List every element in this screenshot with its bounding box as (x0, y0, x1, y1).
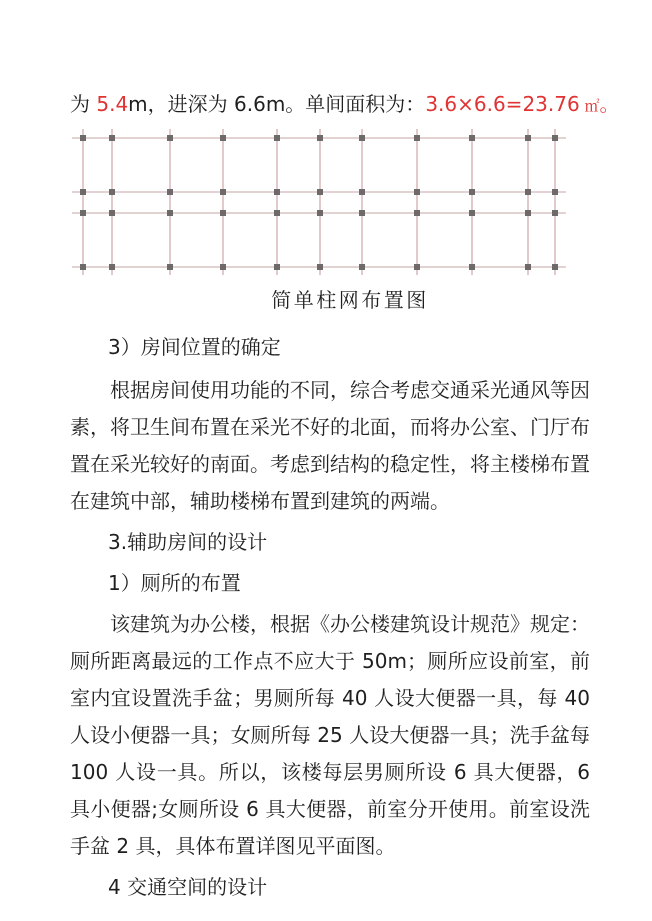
intro-area-formula: 3.6×6.6=23.76 (425, 92, 580, 116)
heading-traffic-space: 4 交通空间的设计 (108, 875, 268, 899)
column-grid-diagram (0, 125, 652, 285)
intro-text-pre: 为 (70, 92, 97, 116)
heading-toilet-layout: 1）厕所的布置 (108, 571, 241, 595)
heading-aux-rooms: 3.辅助房间的设计 (108, 530, 268, 554)
intro-line (70, 86, 620, 125)
intro-text-end: 。 (599, 92, 620, 116)
intro-area-unit: ㎡ (579, 97, 600, 115)
heading-room-position: 3）房间位置的确定 (108, 335, 281, 359)
intro-text-mid: m，进深为 6.6m。单间面积为： (128, 92, 426, 116)
paragraph-toilet-layout: 该建筑为办公楼，根据《办公楼建筑设计规范》规定：厕所距离最远的工作点不应大于 50m；厕所应设前室，前室内宜设置洗手盆；男厕所每 40 人设大便器一具，每 40 人设小便器一具；女厕所每 25 人设大便器一具；洗手盆每 100 人设一具。所以，该楼每层男厕所设 6 具大便器，6 具小便器;女厕所设 6 具大便器，前室分开使用。前室设洗手盆 2 具，具体布置详图见平面图。 (70, 612, 590, 858)
intro-width-value: 5.4 (96, 92, 129, 116)
diagram-caption: 简单柱网布置图 (271, 288, 429, 312)
paragraph-room-position: 根据房间使用功能的不同，综合考虑交通采光通风等因素，将卫生间布置在采光不好的北面，而将办公室、门厅布置在采光较好的南面。考虑到结构的稳定性，将主楼梯布置在建筑中部，辅助楼梯布置到建筑的两端。 (70, 378, 590, 513)
